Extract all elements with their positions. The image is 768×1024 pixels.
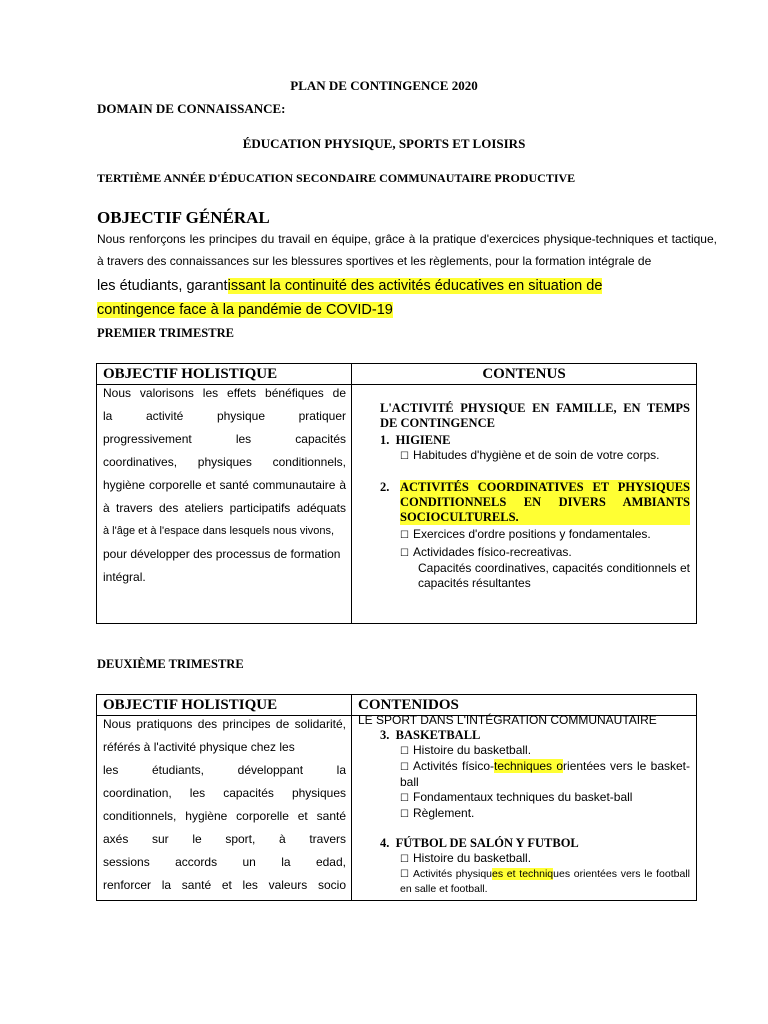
missing-glyph-box-icon: ☐ (400, 793, 409, 804)
t1-item-2-bullet-1: ☐ Exercices d'ordre positions y fondamentales. (400, 527, 651, 541)
t1-obj-line: coordinatives, physiques conditionnels, (103, 455, 346, 469)
t2-item-4-bullet-2: ☐ Activités physiques et techniques orientées vers le football en salle et football. (400, 868, 690, 895)
t2-item-3-bullet-3: ☐ Fondamentaux techniques du basket-ball (400, 790, 633, 804)
t1-header-objectif: OBJECTIF HOLISTIQUE (97, 364, 352, 385)
t1-item-2-title: ACTIVITÉS COORDINATIVES ET PHYSIQUES CONDITIONNELS EN DIVERS AMBIANTS SOCIOCULTURELS. (400, 480, 690, 524)
t2-item-3: 3. BASKETBALL (380, 728, 481, 742)
t2-header-contenidos: CONTENIDOS (352, 695, 697, 716)
trimestre1-table (96, 363, 697, 624)
t1-item-2: 2. ACTIVITÉS COORDINATIVES ET PHYSIQUES CONDITIONNELS EN DIVERS AMBIANTS SOCIOCULTURELS. (380, 480, 690, 524)
t1-obj-line: à travers des ateliers participatifs adéquats (103, 501, 346, 515)
missing-glyph-box-icon: ☐ (400, 809, 409, 820)
missing-glyph-box-icon: ☐ (400, 746, 409, 757)
t1-header-contenus: CONTENUS (352, 364, 697, 385)
missing-glyph-box-icon: ☐ (400, 451, 409, 462)
t1-contenus-title: L'ACTIVITÉ PHYSIQUE EN FAMILLE, EN TEMPS DE CONTINGENCE (380, 401, 690, 430)
t2-contenidos-cell (352, 713, 697, 901)
t1-obj-line: Nous valorisons les effets bénéfiques de (103, 386, 346, 400)
t1-objectif-cell (97, 385, 352, 624)
t2-item-3-bullet-2: ☐ Activités físico-techniques orientées vers le basket-ball (400, 759, 691, 789)
t1-obj-line: à l'âge et à l'espace dans lesquels nous vivons, (103, 525, 335, 537)
t2-obj-line: référés à l'activité physique chez les (103, 740, 295, 754)
missing-glyph-box-icon: ☐ (400, 548, 409, 559)
t1-obj-line: intégral. (103, 570, 146, 584)
domain-label: DOMAIN DE CONNAISSANCE: (97, 101, 286, 116)
missing-glyph-box-icon: ☐ (400, 762, 409, 773)
school-year: TERTIÈME ANNÉE D'ÉDUCATION SECONDAIRE COMMUNAUTAIRE PRODUCTIVE (97, 171, 576, 185)
trimestre2-table (96, 694, 697, 901)
trimestre2-label: DEUXIÈME TRIMESTRE (97, 657, 244, 671)
t2-obj-line: renforcer la santé et les valeurs socio (103, 878, 346, 892)
objectif-general-paragraph: Nous renforçons les principes du travail en équipe, grâce à la pratique d'exercices physique-techniques et tactique, à travers des connaissances sur les blessures sportives et les règlements, pour la formation intégrale de (97, 232, 717, 268)
t2-item-4: 4. FÚTBOL DE SALÓN Y FUTBOL (380, 836, 579, 850)
missing-glyph-box-icon: ☐ (400, 854, 409, 865)
t1-item-2-bullet-2: ☐ Actividades físico-recreativas. (400, 545, 572, 559)
objectif-general-heading: OBJECTIF GÉNÉRAL (97, 208, 270, 227)
t2-item-3-bullet-1: ☐ Histoire du basketball. (400, 743, 532, 757)
t2-obj-line: axés sur le sport, à travers (103, 832, 346, 846)
missing-glyph-box-icon: ☐ (400, 530, 409, 541)
t2-item-4-bullet-1: ☐ Histoire du basketball. (400, 851, 532, 865)
t1-obj-line: progressivement les capacités (103, 432, 346, 446)
og-plain-text: les étudiants, garant (97, 278, 228, 294)
og-highlight-2: contingence face à la pandémie de COVID-19 (97, 302, 393, 318)
t1-obj-line: la activité physique pratiquer (103, 409, 346, 423)
t2-obj-line: sessions accords un la edad, (103, 855, 346, 869)
t1-item-1: 1. HIGIENE (380, 433, 451, 447)
missing-glyph-box-icon: ☐ (400, 869, 409, 880)
t2-item-3-title: BASKETBALL (395, 728, 481, 742)
t2-header-objectif: OBJECTIF HOLISTIQUE (97, 695, 352, 716)
t1-obj-line: pour développer des processus de formation (103, 547, 341, 561)
trimestre1-label: PREMIER TRIMESTRE (97, 326, 234, 340)
subject-title: ÉDUCATION PHYSIQUE, SPORTS ET LOISIRS (242, 136, 526, 151)
og-highlight-1: issant la continuité des activités éducatives en situation de (227, 278, 603, 294)
document-title: PLAN DE CONTINGENCE 2020 (290, 78, 478, 93)
t2-obj-line: les étudiants, développant la (103, 763, 346, 777)
t2-obj-line: coordination, les capacités physiques (103, 786, 346, 800)
t1-item-2-sub: Capacités coordinatives, capacités conditionnels et capacités résultantes (418, 561, 690, 590)
t1-contenus-cell (352, 385, 697, 624)
t2-objectif-cell (97, 716, 352, 901)
objectif-general-continuation (97, 274, 717, 322)
t2-item-3-bullet-4: ☐ Règlement. (400, 806, 475, 820)
t2-obj-line: Nous pratiquons des principes de solidarité, (103, 717, 346, 731)
t1-obj-line: hygiène corporelle et santé communautaire à (103, 478, 346, 492)
t1-item-1-bullet: ☐ Habitudes d'hygiène et de soin de votre corps. (400, 448, 660, 462)
t1-item-1-title: HIGIENE (395, 433, 451, 447)
t2-obj-line: conditionnels, hygiène corporelle et santé (103, 809, 346, 823)
t2-item-4-title: FÚTBOL DE SALÓN Y FUTBOL (395, 836, 579, 850)
t2-contenidos-title: LE SPORT DANS L'INTÉGRATION COMMUNAUTAIRE (358, 713, 657, 727)
